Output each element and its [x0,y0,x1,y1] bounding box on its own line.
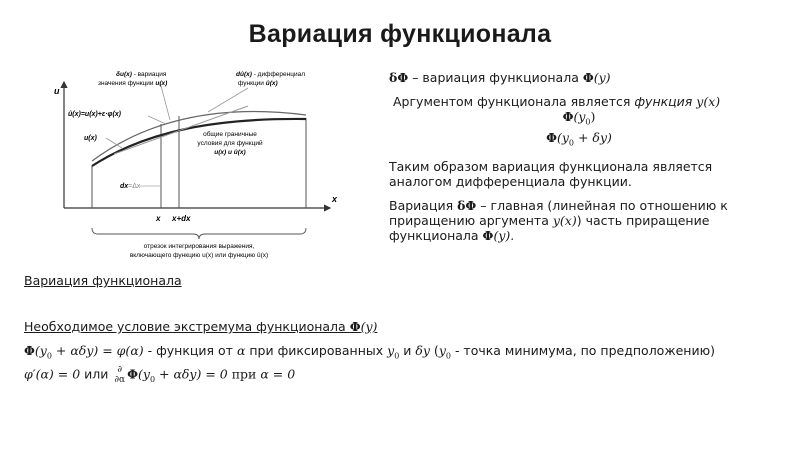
e1-arg: (y [34,343,47,358]
svg-text:функции û(x) [238,80,278,87]
e1-text3: и [399,343,416,358]
label-du-fn: u(x) [155,80,168,87]
e1-rest: + αδy) = φ(α) [51,343,144,358]
e1-text1: - функция от [143,343,237,358]
argument-line [389,94,789,109]
phi-argument: (y) [360,319,378,334]
alpha-symbol: α [236,343,246,358]
variation-definition-text: – вариация функционала [408,70,583,85]
label-uhat: û(x)=u(x)+ε·φ(x) [68,111,121,118]
label-dx-eq: =Δx [128,183,141,190]
partial-den: ∂α [114,375,126,385]
interval-brace [92,228,306,239]
label-dU-sym: dû(x) [236,71,252,78]
e2-or: или [80,366,113,382]
p2-text-a1: Вариация [389,198,458,213]
label-bc-1: общие граничные [203,131,257,138]
p2-text-b1: приращению аргумента [389,213,553,228]
label-bc-2: условия для функций [197,140,263,147]
p2-arg: (y). [493,228,515,243]
e2-phi-prime: φ′(α) = 0 [24,366,81,382]
pointer-uhat [148,116,166,124]
phi-symbol: Φ [349,319,361,334]
paragraph-1-a: Таким образом вариация функционала является [389,159,713,174]
phi-symbol: Φ [127,366,138,382]
paragraph-2-c [389,228,789,243]
tick-xdx: x+dx [172,214,191,223]
y0-sub: 0 [568,138,575,147]
e1-text5: - точка минимума, по предположению) [450,343,715,358]
phi-symbol: Φ [562,109,574,124]
right-text-panel [389,70,789,243]
label-du-text2: значения функции [98,80,156,87]
e1-sub: 0 [46,351,52,361]
dy-symbol: δy [415,343,430,358]
y0-arg: (y [556,129,569,145]
phi-symbol: Φ [582,70,594,85]
caption-2: включающего функцию u(x) или функцию û(x) [129,252,269,259]
axis-u-label: u [54,86,60,96]
label-du-text: - вариация [131,71,167,78]
y0-sub: 0 [445,351,451,361]
svg-text:dx=Δx [120,183,141,190]
e2-pri: при [227,366,261,382]
partial-num: ∂ [117,365,123,375]
heading-variation: Вариация функционала [24,273,182,288]
pointer-du [160,82,170,120]
y0-arg: (y [573,109,586,124]
y0-sub: 0 [585,117,591,127]
phi-argument: (y) [593,70,611,85]
variation-definition [389,70,789,85]
svg-text:значения функции u(x) [98,80,167,87]
svg-text:δu(x) - вариация [116,71,167,78]
e2-arg: (y [137,366,150,382]
equation-1 [24,343,715,361]
e1-text2: при фиксированных [245,343,388,358]
label-dU-text2: функции [238,80,266,87]
page-title: Вариация функционала [248,20,552,48]
label-dU-fn: û(x) [265,80,278,87]
e2-sub: 0 [149,375,156,384]
e2-rest: + αδy) = 0 [155,366,228,382]
tick-x: x [156,214,161,223]
paragraph-2-a [389,198,789,213]
label-dU-text: - дифференциал [251,71,305,78]
y0-close: ) [590,109,596,124]
label-du-sym: δu(x) [116,71,132,78]
extremum-text: Необходимое условие экстремума функционала [24,319,350,334]
variation-diagram [48,58,348,268]
heading-extremum [24,319,377,334]
phi-y0-formula [389,109,789,130]
equation-2 [24,365,295,385]
delta-phi-symbol: δΦ [389,70,409,85]
e1-text4: ( [429,343,439,358]
paragraph-2-b [389,213,789,228]
paragraph-1-b: аналогом дифференциала функции. [389,174,632,189]
partial-fraction [114,365,125,385]
axis-x-label: x [332,194,338,204]
y0-symbol: y [387,343,395,358]
y0-dy: + δy) [574,129,612,145]
p2-text-b3: ) часть приращение [576,213,710,228]
p2-text-c1: функционала [389,228,483,243]
svg-text:dû(x) - дифференциал [236,71,305,78]
phi-y0-dy-formula [389,130,789,151]
argument-text: Аргументом функционала является [393,94,635,109]
y0-sub: 0 [394,351,400,361]
caption-1: отрезок интегрирования выражения, [143,243,255,250]
label-dx: dx [120,183,129,190]
delta-phi-symbol: δΦ [457,198,477,213]
y0-symbol: y [438,343,446,358]
phi-symbol: Φ [482,228,494,243]
p2-function: y(x) [552,213,577,228]
label-ux: u(x) [84,135,97,142]
phi-symbol: Φ [546,129,557,145]
argument-function: y(x) [692,94,721,109]
p2-text-a2: – главная (линейная по отношению к [476,198,728,213]
phi-symbol: Φ [24,343,35,358]
argument-function-word: функция [634,94,693,109]
e2-alpha-zero: α = 0 [260,366,296,382]
label-bc-3: u(x) и û(x) [214,149,246,156]
